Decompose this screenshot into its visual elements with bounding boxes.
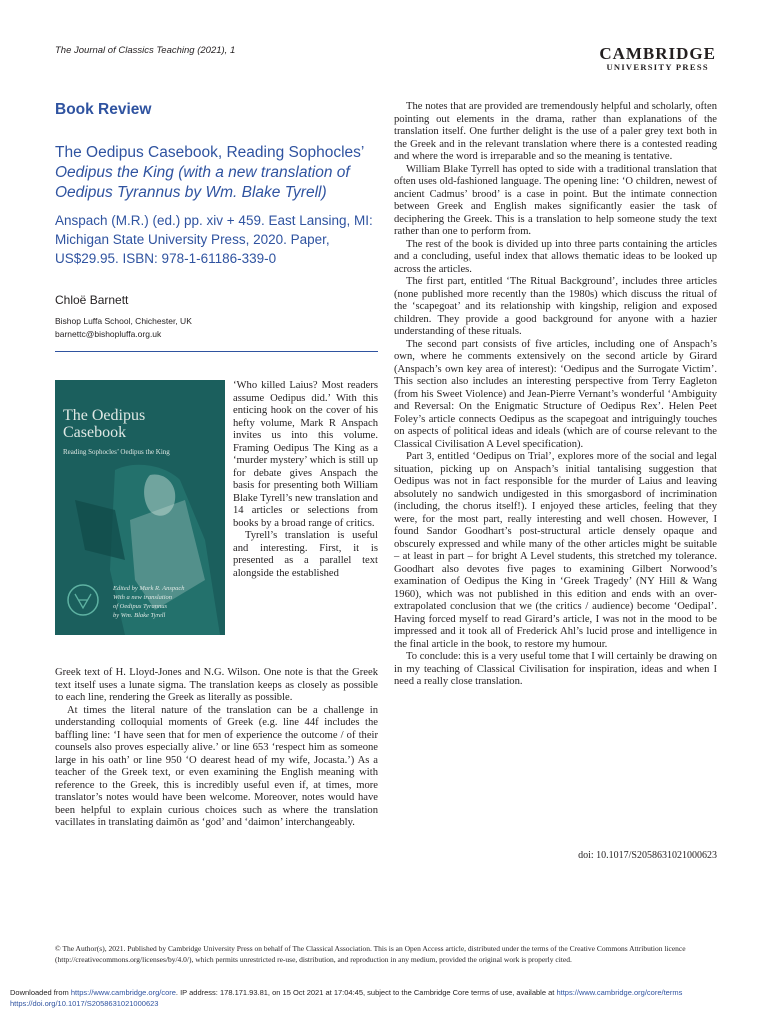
right-text-column [394, 101, 717, 689]
title-divider [55, 351, 378, 352]
journal-citation: The Journal of Classics Teaching (2021), 1 [55, 45, 236, 56]
author-name: Chloë Barnett [55, 293, 129, 307]
affiliation-line: Bishop Luffa School, Chichester, UK [55, 316, 192, 326]
bibliographic-details: Anspach (M.R.) (ed.) pp. xiv + 459. East Lansing, MI: Michigan State University Press, 2020. Paper, US$29.95. ISBN: 978-1-61186-339-0 [55, 213, 373, 266]
publisher-logo [599, 45, 716, 72]
title-plain: The Oedipus Casebook, Reading Sophocles’ [55, 144, 365, 161]
paragraph-structure: The rest of the book is divided up into three parts containing the articles and a concluding, useful index that allows thematic ideas to be looked up across the articles. [394, 238, 717, 275]
paragraph-tyrrell: William Blake Tyrrell has opted to side with a traditional translation that often uses old-fashioned language. The opening line: ‘O children, newest of ancient Cadmus’ brood’ is a case in point. But the intimate connection between Greek and English makes significantly easier the task of deciphering the Greek. This is a translation to help someone study the text rather than one to perform from. [394, 163, 717, 237]
cover-subtitle: Reading Sophocles’ Oedipus the King [63, 448, 170, 456]
doi-link[interactable]: https://doi.org/10.1017/S2058631021000623 [10, 999, 159, 1008]
publisher-logo-bottom: UNIVERSITY PRESS [606, 62, 709, 72]
download-prefix: Downloaded from [10, 988, 69, 997]
license-footnote: © The Author(s), 2021. Published by Cambridge University Press on behalf of The Classical Association. This is an Open Access article, distributed under the terms of the Creative Commons Attribution licence (http://creativecommons.org/licenses/by/4.0/), which permits unrestricted re-use, distribution, and reproduction in any medium, provided the original work is properly cited. [55, 944, 686, 964]
book-cover-image [55, 380, 225, 635]
paragraph-conclusion: To conclude: this is a very useful tome that I will certainly be drawing on in my teaching of Classical Civilisation for inspiration, ideas and when I need a really close translation. [394, 651, 717, 687]
cover-edited-line4: by Wm. Blake Tyrell [113, 612, 166, 619]
author-affiliation [55, 315, 192, 341]
cover-edited-line1: Edited by Mark R. Anspach [113, 585, 185, 592]
download-notice [10, 987, 760, 1009]
download-details: . IP address: 178.171.93.81, on 15 Oct 2021 at 17:04:45, subject to the Cambridge Core terms of use, available at [175, 988, 555, 997]
paragraph-translation-start: Tyrell’s translation is useful and interesting. First, it is presented as a parallel text alongside the established [233, 530, 378, 579]
title-italic: Oedipus the King (with a new translation of Oedipus Tyrannus by Wm. Blake Tyrell) [55, 164, 350, 201]
wrap-text-column [233, 380, 378, 580]
paragraph-translation-cont: Greek text of H. Lloyd-Jones and N.G. Wilson. One note is that the Greek text itself uses a lunate sigma. The translation keeps as closely as possible to each line, rendering the Greek as literally as possible. [55, 667, 378, 703]
cover-edited-line2: With a new translation [113, 594, 173, 601]
author-email: barnettc@bishopluffa.org.uk [55, 329, 162, 339]
paragraph-part-two: The second part consists of five articles, including one of Anspach’s own, where he comments extensively on the second article by Girard (Anspach’s own key area of interest): ‘Oedipus and the Surrogate Victim’. This section also includes an interesting perspective from Terry Eagleton (from his Sweet Violence) and Jean-Pierre Vernant’s wonderful ‘Ambiguity and Reversal: On the Enigmatic Structure of Oedipus Rex’. Helen Peet Foley’s article connects Oedipus as the scapegoat and intriguingly touches on aspects of political ideas and ideals (which are of course relevant to the Classical Civilisation A Level specification). [394, 338, 717, 450]
terms-link[interactable]: https://www.cambridge.org/core/terms [556, 988, 683, 997]
paragraph-part-one: The first part, entitled ‘The Ritual Background’, includes three articles (none published more recently than the 1980s) which discuss the ritual of the ‘scapegoat’ and its relationship with kingship, religion and exposed children. They provide a good background for anyone with a hazier understanding of these rituals. [394, 276, 717, 337]
publisher-logo-top: CAMBRIDGE [599, 44, 716, 63]
paragraph-part-three: Part 3, entitled ‘Oedipus on Trial’, explores more of the social and legal situation, picking up on Anspach’s initial tantalising suggestion that Oedipus was not in fact responsible for the murder of Laius and leaving absolutely no sandwich undigested in this smorgasbord of incrimination (including, the chorus itself!). I enjoyed these articles, feeling that they were, for the most part, really interesting and well chosen. However, I found Sandor Goodhart’s post-structural article densely opaque and obscurely expressed and while many of the other articles might be suitable – at least in part – for bright A Level students, this stretched my tolerance. Goodhart also devotes five pages to examining Gilbert Norwood’s examination of Oedipus the King in ‘Greek Tragedy’ (NY Hill & Wang 1960), which was not published in this edition and ends with an over-extrapolated conclusion that we (the critics / audience) become ‘Oedipal’. Having forced myself to read Girard’s article, I was not in the mood to be impressed and it took all of Frederick Ahl’s lucid prose and intelligence in the final article in the book, to restore my humour. [394, 451, 717, 650]
left-text-column [55, 667, 378, 830]
core-link[interactable]: https://www.cambridge.org/core [70, 988, 176, 997]
cover-edited-line3: of Oedipus Tyrannus [113, 603, 168, 610]
cover-title-line2: Casebook [63, 424, 127, 441]
cover-title-line1: The Oedipus [63, 407, 146, 424]
cover-editor-credit [113, 584, 185, 620]
paragraph-notes: The notes that are provided are tremendously helpful and scholarly, often pointing out elements in the drama, rather than explanations of the translation itself. One further delight is the use of a paler grey text both in the Greek and in the relevant translation where there is a contested reading and where the word is irreparable and so the meaning is tentative. [394, 101, 717, 162]
cover-title [63, 407, 145, 441]
article-doi: doi: 10.1017/S2058631021000623 [578, 850, 717, 861]
paragraph-intro: ‘Who killed Laius? Most readers assume Oedipus did.’ With this enticing hook on the cover of his hefty volume, Mark R Anspach invites us into this volume. Framing Oedipus The King as a ‘murder mystery’ which is still up for debate gives Anspach the basis for presenting both William Blake Tyrell’s new translation and 14 articles or selections from books by a broad range of critics. [233, 380, 378, 529]
paragraph-literal-nature: At times the literal nature of the translation can be a challenge in understanding colloquial moments of Greek (e.g. line 44f includes the baffling line: ‘I have seen that for men of experience the outcome / of their counsels also proves especially alive.’ or line 653 ‘respect him as someone large in his oath’ or line 950 ‘O dearest head of my wife, Jocasta.’) As a teacher of the Greek text, or even examining the English meaning with reference to the Greek, this is incredibly useful even if, at times, more translator’s notes would have been welcome. Moreover, notes would have been helpful to explain curious choices such as where the translation vacillates in translating daimōn as ‘god’ and ‘daimon’ interchangeably. [55, 704, 378, 828]
article-title [55, 143, 385, 203]
section-heading: Book Review [55, 101, 152, 118]
